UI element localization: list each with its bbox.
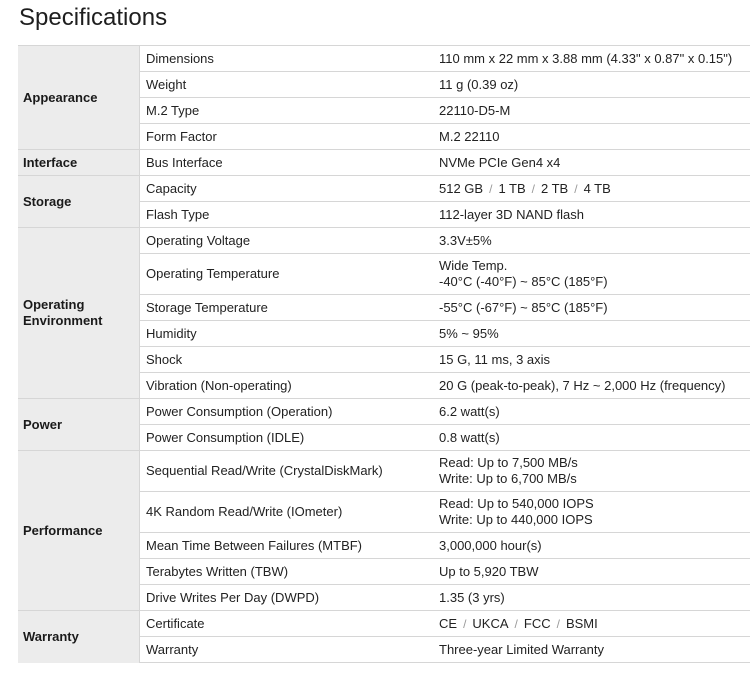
spec-option: UKCA — [472, 615, 509, 631]
spec-category: Interface — [18, 150, 140, 176]
spec-row — [18, 176, 750, 202]
spec-label: Operating Voltage — [140, 228, 427, 254]
separator-slash: / — [556, 616, 560, 631]
spec-value: 6.2 watt(s) — [426, 399, 750, 425]
separator-slash: / — [574, 181, 578, 196]
spec-label: Warranty — [140, 637, 427, 663]
spec-option: 1 TB — [498, 180, 526, 196]
spec-value: 3,000,000 hour(s) — [426, 533, 750, 559]
spec-value-line: -40°C (-40°F) ~ 85°C (185°F) — [439, 274, 608, 289]
spec-label: Terabytes Written (TBW) — [140, 559, 427, 585]
spec-label: Vibration (Non-operating) — [140, 373, 427, 399]
spec-value: 15 G, 11 ms, 3 axis — [426, 347, 750, 373]
separator-slash: / — [531, 181, 535, 196]
spec-category-line: Operating — [23, 297, 85, 312]
spec-label: Weight — [140, 72, 427, 98]
spec-label: Flash Type — [140, 202, 427, 228]
spec-value — [426, 176, 750, 202]
spec-value: Three-year Limited Warranty — [426, 637, 750, 663]
spec-label: Power Consumption (IDLE) — [140, 425, 427, 451]
spec-option: 2 TB — [541, 180, 569, 196]
spec-label: 4K Random Read/Write (IOmeter) — [140, 492, 427, 533]
spec-category — [18, 228, 140, 399]
spec-value-line: Wide Temp. — [439, 258, 508, 273]
spec-label: Shock — [140, 347, 427, 373]
spec-row — [18, 46, 750, 72]
spec-row — [18, 228, 750, 254]
spec-value: 20 G (peak-to-peak), 7 Hz ~ 2,000 Hz (frequency) — [426, 373, 750, 399]
spec-label: Drive Writes Per Day (DWPD) — [140, 585, 427, 611]
spec-row — [18, 611, 750, 637]
spec-value: 5% ~ 95% — [426, 321, 750, 347]
separator-slash: / — [489, 181, 493, 196]
spec-value: 22110-D5-M — [426, 98, 750, 124]
spec-value — [426, 492, 750, 533]
spec-value: M.2 22110 — [426, 124, 750, 150]
separator-slash: / — [514, 616, 518, 631]
spec-label: Mean Time Between Failures (MTBF) — [140, 533, 427, 559]
spec-value: 11 g (0.39 oz) — [426, 72, 750, 98]
separator-slash: / — [463, 616, 467, 631]
spec-row — [18, 150, 750, 176]
spec-label: Bus Interface — [140, 150, 427, 176]
spec-value — [426, 451, 750, 492]
spec-label: Form Factor — [140, 124, 427, 150]
spec-category: Power — [18, 399, 140, 451]
spec-option: 4 TB — [583, 180, 611, 196]
spec-value-line: Read: Up to 540,000 IOPS — [439, 496, 594, 511]
spec-label: M.2 Type — [140, 98, 427, 124]
spec-label: Humidity — [140, 321, 427, 347]
spec-label: Sequential Read/Write (CrystalDiskMark) — [140, 451, 427, 492]
spec-value: NVMe PCIe Gen4 x4 — [426, 150, 750, 176]
spec-value — [426, 611, 750, 637]
spec-value-line: Read: Up to 7,500 MB/s — [439, 455, 578, 470]
specifications-table — [18, 45, 750, 663]
spec-option: BSMI — [565, 615, 598, 631]
spec-category: Performance — [18, 451, 140, 611]
spec-label: Power Consumption (Operation) — [140, 399, 427, 425]
spec-value — [426, 254, 750, 295]
spec-row — [18, 399, 750, 425]
spec-value: 0.8 watt(s) — [426, 425, 750, 451]
spec-value-line: Write: Up to 440,000 IOPS — [439, 512, 593, 527]
spec-value: 3.3V±5% — [426, 228, 750, 254]
spec-category: Appearance — [18, 46, 140, 150]
spec-value: 112-layer 3D NAND flash — [426, 202, 750, 228]
spec-category: Storage — [18, 176, 140, 228]
spec-label: Dimensions — [140, 46, 427, 72]
spec-option: FCC — [523, 615, 551, 631]
spec-value-line: Write: Up to 6,700 MB/s — [439, 471, 577, 486]
page-title: Specifications — [19, 4, 168, 31]
spec-value: Up to 5,920 TBW — [426, 559, 750, 585]
spec-label: Storage Temperature — [140, 295, 427, 321]
spec-option: CE — [439, 615, 458, 631]
spec-value: 1.35 (3 yrs) — [426, 585, 750, 611]
spec-label: Certificate — [140, 611, 427, 637]
spec-category: Warranty — [18, 611, 140, 663]
spec-label: Capacity — [140, 176, 427, 202]
spec-label: Operating Temperature — [140, 254, 427, 295]
spec-row — [18, 451, 750, 492]
spec-option: 512 GB — [439, 180, 484, 196]
spec-value: -55°C (-67°F) ~ 85°C (185°F) — [426, 295, 750, 321]
spec-category-line: Environment — [23, 313, 103, 328]
spec-value: 110 mm x 22 mm x 3.88 mm (4.33" x 0.87" x 0.15") — [426, 46, 750, 72]
